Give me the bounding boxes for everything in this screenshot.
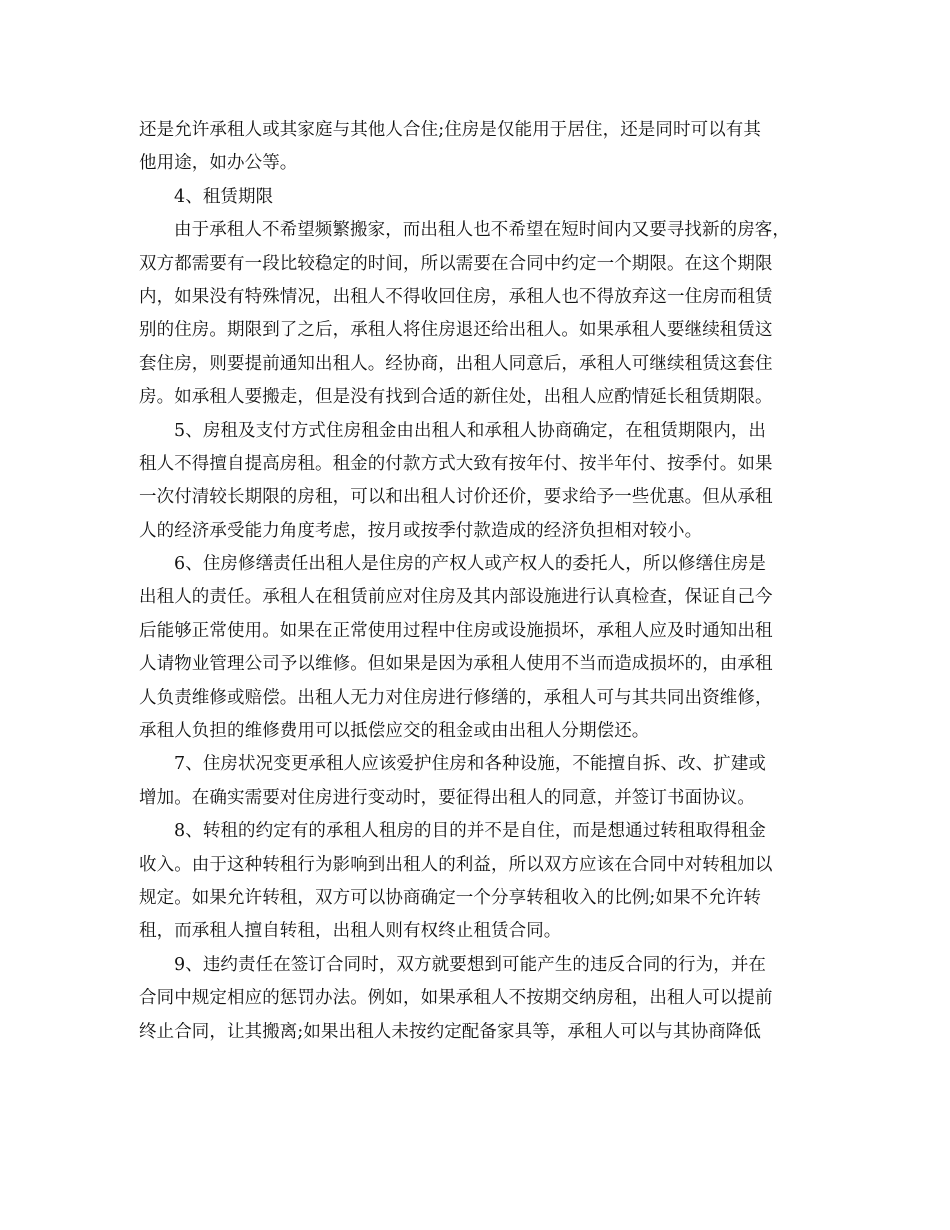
text-line: 6、住房修缮责任出租人是住房的产权人或产权人的委托人，所以修缮住房是 (174, 554, 767, 575)
text-line: 双方都需要有一段比较稳定的时间，所以需要在合同中约定一个期限。在这个期限 (139, 253, 773, 274)
text-line: 终止合同，让其搬离;如果出租人未按约定配备家具等，承租人可以与其协商降低 (139, 1021, 761, 1042)
text-line: 5、房租及支付方式住房租金由出租人和承租人协商确定，在租赁期限内，出 (174, 420, 767, 441)
text-line: 承租人负担的维修费用可以抵偿应交的租金或由出租人分期偿还。 (139, 721, 650, 742)
text-line: 内，如果没有特殊情况，出租人不得收回住房，承租人也不得放弃这一住房而租赁 (139, 286, 773, 307)
text-line: 房。如承租人要搬走，但是没有找到合适的新住处，出租人应酌情延长租赁期限。 (139, 387, 773, 408)
document-body (139, 114, 819, 1049)
text-line: 增加。在确实需要对住房进行变动时，要征得出租人的同意，并签订书面协议。 (139, 787, 755, 808)
text-line: 租，而承租人擅自转租，出租人则有权终止租赁合同。 (139, 921, 562, 942)
text-line: 租人不得擅自提高房租。租金的付款方式大致有按年付、按半年付、按季付。如果 (139, 453, 773, 474)
text-line: 合同中规定相应的惩罚办法。例如，如果承租人不按期交纳房租，出租人可以提前 (139, 988, 773, 1009)
text-line: 9、违约责任在签订合同时，双方就要想到可能产生的违反合同的行为，并在 (174, 954, 767, 975)
text-line: 由于承租人不希望频繁搬家，而出租人也不希望在短时间内又要寻找新的房客， (174, 220, 790, 241)
text-line: 还是允许承租人或其家庭与其他人合住;住房是仅能用于居住，还是同时可以有其 (139, 120, 761, 140)
text-line: 人请物业管理公司予以维修。但如果是因为承租人使用不当而造成损坏的，由承租 (139, 654, 773, 675)
text-line: 收入。由于这种转租行为影响到出租人的利益，所以双方应该在合同中对转租加以 (139, 854, 773, 875)
text-line: 一次付清较长期限的房租，可以和出租人讨价还价，要求给予一些优惠。但从承租 (139, 487, 773, 508)
text-line: 出租人的责任。承租人在租赁前应对住房及其内部设施进行认真检查，保证自己今 (139, 587, 773, 608)
text-line: 后能够正常使用。如果在正常使用过程中住房或设施损坏，承租人应及时通知出租 (139, 620, 773, 641)
text-line: 他用途，如办公等。 (139, 153, 298, 174)
section-heading: 4、租赁期限 (174, 186, 274, 207)
text-line: 人负责维修或赔偿。出租人无力对住房进行修缮的，承租人可与其共同出资维修， (139, 687, 773, 708)
text-line: 别的住房。期限到了之后，承租人将住房退还给出租人。如果承租人要继续租赁这 (139, 320, 773, 341)
text-line: 人的经济承受能力角度考虑，按月或按季付款造成的经济负担相对较小。 (139, 520, 703, 541)
text-line: 规定。如果允许转租，双方可以协商确定一个分享转租收入的比例;如果不允许转 (139, 887, 761, 908)
text-line: 7、住房状况变更承租人应该爱护住房和各种设施，不能擅自拆、改、扩建或 (174, 754, 767, 775)
text-line: 8、转租的约定有的承租人租房的目的并不是自住，而是想通过转租取得租金 (174, 821, 767, 842)
text-line: 套住房，则要提前通知出租人。经协商，出租人同意后，承租人可继续租赁这套住 (139, 353, 773, 374)
